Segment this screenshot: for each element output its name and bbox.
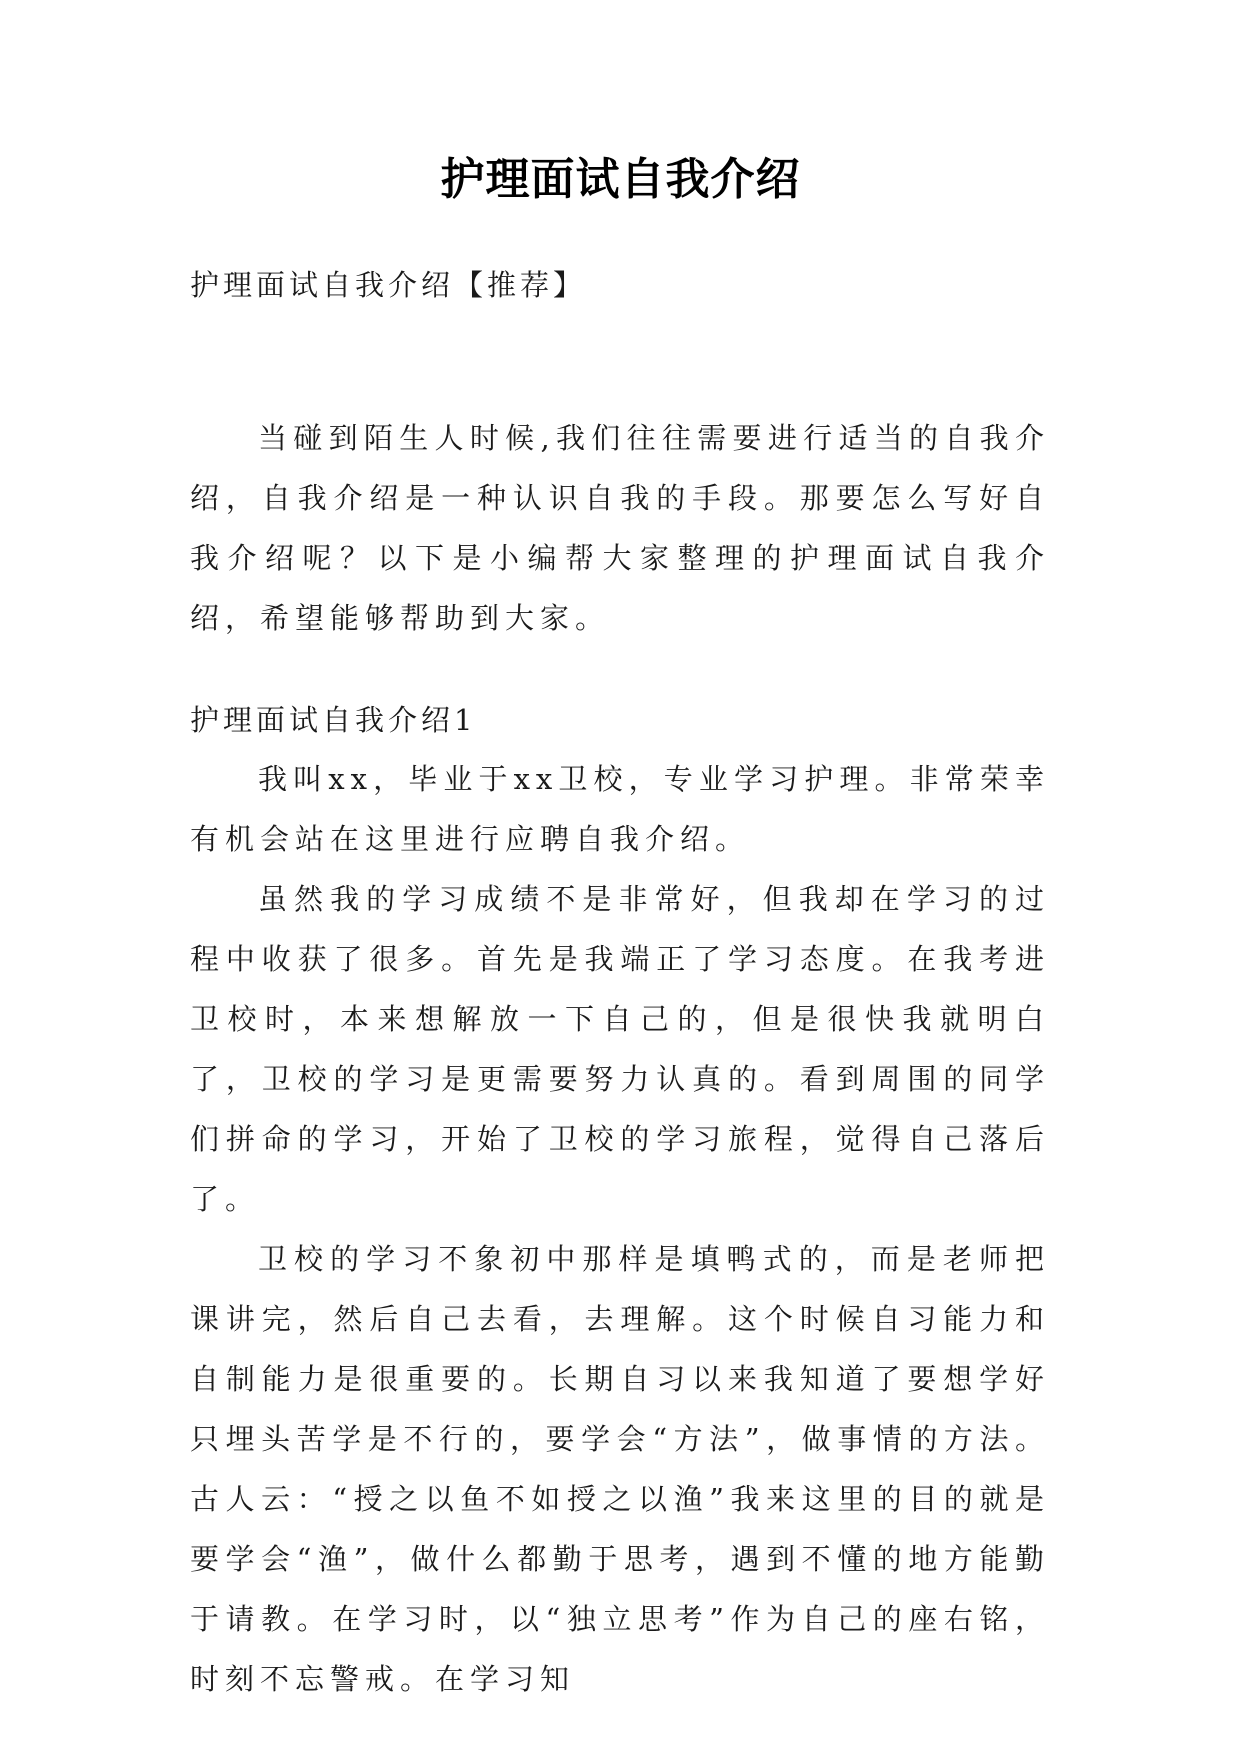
document-subtitle: 护理面试自我介绍【推荐】 xyxy=(190,268,587,302)
body-paragraph: 我叫xx，毕业于xx卫校，专业学习护理。非常荣幸有机会站在这里进行应聘自我介绍。 xyxy=(190,762,1050,856)
section-heading: 护理面试自我介绍1 xyxy=(190,703,477,737)
document-title: 护理面试自我介绍 xyxy=(440,154,801,205)
body-paragraph: 虽然我的学习成绩不是非常好，但我却在学习的过程中收获了很多。首先是我端正了学习态度。在我考进卫校时，本来想解放一下自己的，但是很快我就明白了，卫校的学习是更需要努力认真的。看到周围的同学们拼命的学习，开始了卫校的学习旅程，觉得自己落后了。 xyxy=(190,882,1050,1216)
intro-paragraph: 当碰到陌生人时候,我们往往需要进行适当的自我介绍，自我介绍是一种认识自我的手段。那要怎么写好自我介绍呢？以下是小编帮大家整理的护理面试自我介绍，希望能够帮助到大家。 xyxy=(190,421,1050,635)
intro-block xyxy=(190,408,1050,648)
body-text-block xyxy=(190,749,1050,1709)
body-paragraph: 卫校的学习不象初中那样是填鸭式的，而是老师把课讲完，然后自己去看，去理解。这个时候自习能力和自制能力是很重要的。长期自习以来我知道了要想学好只埋头苦学是不行的，要学会“方法”，做事情的方法。古人云：“授之以鱼不如授之以渔”我来这里的目的就是要学会“渔”，做什么都勤于思考，遇到不懂的地方能勤于请教。在学习时，以“独立思考”作为自己的座右铭，时刻不忘警戒。在学习知 xyxy=(190,1242,1050,1696)
